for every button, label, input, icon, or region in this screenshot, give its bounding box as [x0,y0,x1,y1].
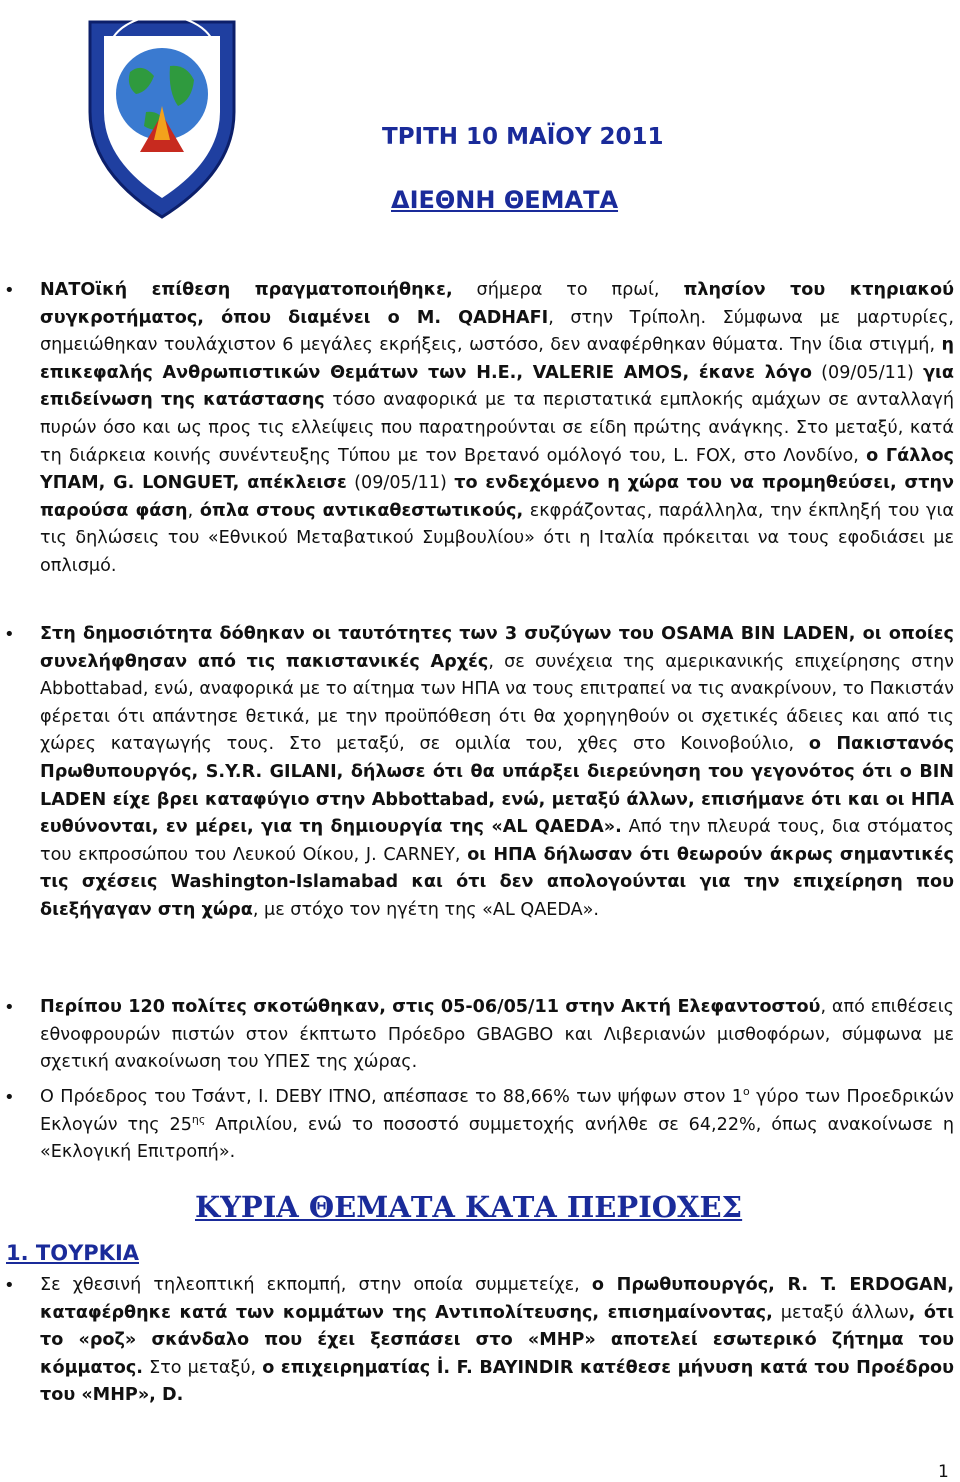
news-item-ivory-coast [4,994,954,1077]
news-item-libya [4,277,954,581]
text-run: Από την πλευρά τους, δια στόματος του εκπροσώπου του Λευκού Οίκου, J. CARNEY, [40,817,954,865]
news-item-bin-laden [4,621,955,925]
bullet-icon: • [4,280,15,301]
bold-text-run: , ότι το «ροζ» σκάνδαλο που έχει ξεσπάσει στο «MHP» αποτελεί εσωτερικό ζήτημα του κόμματος. [40,1302,955,1378]
section-title: ΔΙΕΘΝΗ ΘΕΜΑΤΑ [391,186,619,214]
text-run: , με στόχο τον ηγέτη της «AL QAEDA». [252,899,599,920]
text-run: , από επιθέσεις εθνοφρουρών πιστών στον έκπτωτο Πρόεδρο GBAGBO και Λιβεριανών μισθοφόρων, σύμφωνα με σχετική ανακοίνωση του ΥΠΕΣ της χώρας. [40,997,954,1073]
bold-text-run: ο Πρωθυπουργός, R. T. ERDOGAN, καταφέρθηκε κατά των κομμάτων της Αντιπολίτευσης, επισημαίνοντας, [40,1275,954,1323]
subsection-turkey: 1. ΤΟΥΡΚΙΑ [6,1241,140,1265]
text-run: (09/05/11) [346,473,455,494]
news-item-chad [4,1084,954,1167]
text-run: , στην Τρίπολη. Σύμφωνα με μαρτυρίες, σημειώθηκαν τουλάχιστον 6 μεγάλες εκρήξεις, ωστόσο, δεν αναφέρθηκαν θύματα. Την ίδια στιγμή, [40,307,954,356]
bold-text-run: πλησίον του κτηριακού συγκροτήματος, όπου διαμένει ο M. QADHAFI [40,280,954,328]
bold-text-run: ο Πακιστανός Πρωθυπουργός, S.Y.R. GILANI, δήλωσε ότι θα υπάρξει διερεύνηση του γεγονότος ότι ο BIN LADEN είχε βρει καταφύγιο στην Abbottabad, ενώ, μεταξύ άλλων, επισήμανε ότι και οι ΗΠΑ ευθύνονται, εν μέρει, για τη δημιουργία της «AL QAEDA». [40,734,955,838]
text-run: εκφράζοντας, παράλληλα, την έκπληξή του για τις δηλώσεις του «Εθνικού Μεταβατικού Συμβουλίου» ότι η Ιταλία πρόκειται να τους εφοδιάσει με οπλισμό. [40,500,954,576]
bold-text-run: ο επιχειρηματίας İ. F. BAYINDIR κατέθεσε μήνυση κατά του Προέδρου του «MHP», D. [40,1357,955,1406]
agency-logo [82,2,242,222]
bold-text-run: Περίπου 120 πολίτες σκοτώθηκαν, στις 05-06/05/11 στην Ακτή Ελεφαντοστού [40,997,821,1017]
text-run: Στο μεταξύ, [143,1357,263,1378]
news-item-turkey [4,1272,955,1410]
text-run: (09/05/11) [812,362,924,383]
text-run: Σε χθεσινή τηλεοπτική εκπομπή, στην οποία συμμετείχε, [40,1275,592,1295]
bold-text-run: το ενδεχόμενο η χώρα του να προμηθεύσει, στην παρούσα φάση [40,473,954,521]
bold-text-run: Στη δημοσιότητα δόθηκαν οι ταυτότητες των 3 συζύγων του OSAMA BIN LADEN, οι οποίες συνελήφθησαν από τις πακιστανικές Αρχές [40,624,954,672]
text-run: , σε συνέχεια της αμερικανικής επιχείρησης στην Abbottabad, ενώ, αναφορικά με το αίτημα των ΗΠΑ να τους επιτραπεί να τις ανακρίνουν, το Πακιστάν φέρεται ότι απάντησε θετικά, με την προϋπόθεση ότι θα χορηγηθούν οι σχετικές άδειες και από τις χώρες καταγωγής τους. Στο μεταξύ, σε ομιλία του, χθες στο Κοινοβούλιο, [40,651,954,755]
bold-text-run: όπλα στους αντικαθεστωτικούς, [199,500,524,521]
bold-text-run: ο Γάλλος ΥΠΑΜ, G. LONGUET, απέκλεισε [40,445,954,494]
text-run: Απριλίου, ενώ το ποσοστό συμμετοχής ανήλθε σε 64,22%, όπως ανακοίνωσε η «Εκλογική Επιτροπή». [40,1114,954,1163]
bold-text-run: οι ΗΠΑ δήλωσαν ότι θεωρούν άκρως σημαντικές τις σχέσεις Washington-Islamabad και ότι δεν απολογούνται για την επιχείρηση που διεξήγαγαν στη χώρα [40,844,954,920]
bold-text-run: ΝΑΤΟϊκή επίθεση πραγματοποιήθηκε, [40,280,453,300]
bullet-icon: • [4,1087,15,1108]
bullet-icon: • [4,1275,15,1296]
bullet-icon: • [4,624,15,645]
main-topics-heading: ΚΥΡΙΑ ΘΕΜΑΤΑ ΚΑΤΑ ΠΕΡΙΟΧΕΣ [195,1190,743,1224]
text-run: Ο Πρόεδρος του Τσάντ, I. DEBY ITNO, απέσπασε το 88,66% των ψήφων στον 1 [40,1087,743,1107]
text-run: μεταξύ άλλων [772,1302,909,1323]
text-run: γύρο των Προεδρικών Εκλογών της 25 [40,1087,954,1135]
page-number: 1 [938,1462,949,1482]
bold-text-run: η επικεφαλής Ανθρωπιστικών Θεμάτων των Η.Ε., VALERIE AMOS, έκανε λόγο [40,335,954,383]
text-run: σήμερα το πρωί, [452,280,684,300]
text-run: ης [191,1112,206,1126]
text-run: , [187,500,200,521]
page-date: ΤΡΙΤΗ 10 ΜΑΪΟΥ 2011 [382,124,664,150]
bullet-icon: • [4,997,15,1018]
bold-text-run: για επιδείνωση της κατάστασης [40,362,954,411]
text-run: ο [742,1085,750,1099]
text-run: τόσο αναφορικά με τα περιστατικά εμπλοκής αμάχων σε ανταλλαγή πυρών όσο και ως προς τις ελλείψεις που παρατηρούνται σε είδη πρώτης ανάγκης. Στο μεταξύ, κατά τη διάρκεια κοινής συνέντευξης Τύπου με τον Βρετανό ομόλογό του, L. FOX, στο Λονδίνο, [40,390,954,466]
